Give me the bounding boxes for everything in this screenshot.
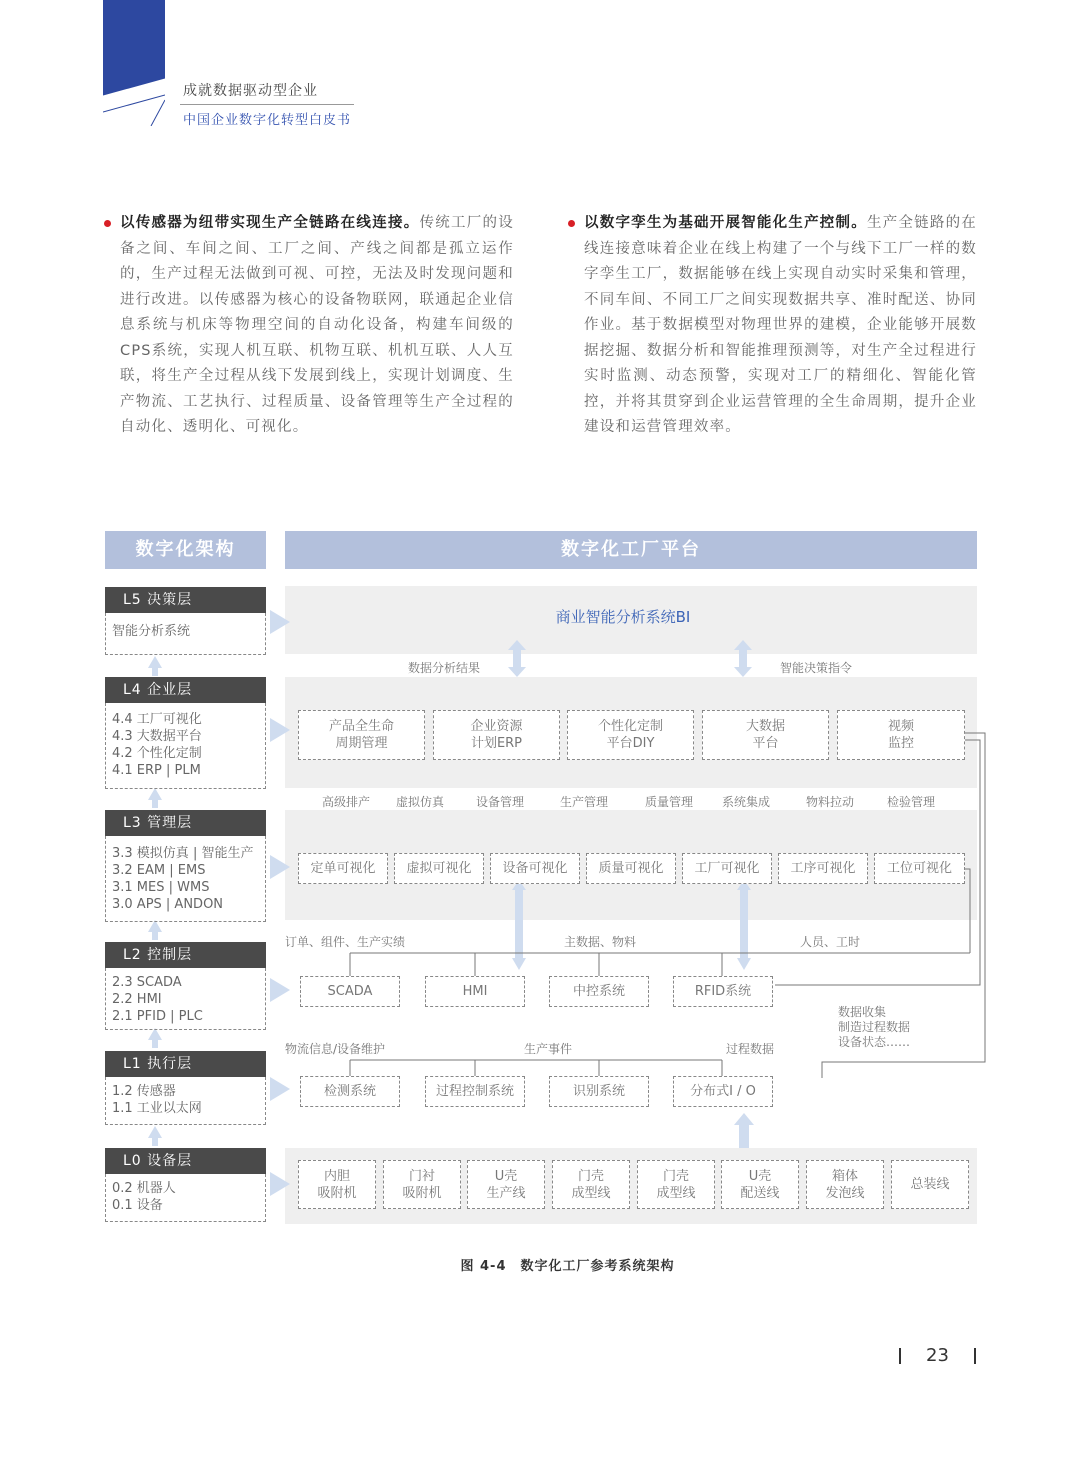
l2-label: 人员、工时 — [796, 933, 864, 950]
layer-l3 — [105, 810, 266, 922]
l3-box: 定单可视化 — [298, 853, 388, 884]
box-line: 平台DIY — [606, 736, 655, 751]
l2-box: HMI — [425, 976, 525, 1007]
l2-label: 订单、组件、生产实绩 — [285, 933, 409, 950]
l3-label: 检验管理 — [887, 795, 936, 809]
l3-label: 系统集成 — [722, 795, 771, 809]
l2-label: 主数据、物料 — [560, 933, 640, 950]
box-line: 配送线 — [740, 1185, 780, 1201]
l3-box: 虚拟可视化 — [394, 853, 484, 884]
l2-box: RFID系统 — [673, 976, 773, 1007]
l3-box: 设备可视化 — [490, 853, 580, 884]
layer-l3-head: L3 管理层 — [105, 810, 266, 836]
l1-box: 检测系统 — [300, 1076, 400, 1107]
layer-l0-body — [105, 1174, 266, 1222]
l0-box — [383, 1160, 461, 1209]
label-decision-command: 智能决策指令 — [780, 661, 853, 675]
l0-box — [721, 1160, 799, 1209]
layer-l1-body — [105, 1077, 266, 1125]
box-line: 成型线 — [571, 1185, 611, 1201]
layer-l2-body — [105, 968, 266, 1030]
l3-box: 工位可视化 — [874, 853, 965, 884]
box-line: 个性化定制 — [597, 719, 663, 734]
box-line: 门壳 — [577, 1168, 604, 1184]
l3-box: 工厂可视化 — [682, 853, 772, 884]
layer-item: 2.1 PFID | PLC — [112, 1009, 203, 1024]
left-paragraph-lead: 以传感器为纽带实现生产全链路在线连接。 — [120, 215, 420, 231]
layer-l5-head: L5 决策层 — [105, 587, 266, 613]
box-line: 产品全生命 — [328, 719, 394, 734]
l2-box: 中控系统 — [549, 976, 649, 1007]
l4-box-erp — [433, 710, 560, 760]
l3-label: 设备管理 — [476, 795, 525, 809]
l1-box: 过程控制系统 — [425, 1076, 525, 1107]
layer-item: 3.1 MES | WMS — [112, 880, 210, 895]
l1-label: 物流信息/设备维护 — [285, 1040, 389, 1057]
l3-box: 质量可视化 — [586, 853, 676, 884]
l3-label: 质量管理 — [645, 795, 694, 809]
side-note-line: 数据收集 — [838, 1005, 887, 1019]
layer-item: 4.2 个性化定制 — [112, 746, 202, 761]
layer-item: 2.2 HMI — [112, 992, 162, 1007]
layer-item: 1.1 工业以太网 — [112, 1101, 202, 1116]
box-line: 总装线 — [910, 1177, 950, 1192]
side-note-line: 设备状态…… — [838, 1035, 911, 1049]
layer-l3-body — [105, 836, 266, 922]
l4-box-diy — [567, 710, 694, 760]
l0-box — [891, 1160, 969, 1209]
l3-box: 工序可视化 — [778, 853, 868, 884]
layer-l2-head: L2 控制层 — [105, 942, 266, 968]
page-number-bar-left — [899, 1348, 901, 1364]
box-line: 成型线 — [656, 1185, 696, 1201]
bi-system-label: 商业智能分析系统BI — [555, 608, 691, 626]
layer-l0-head: L0 设备层 — [105, 1148, 266, 1174]
l3-label: 高级排产 — [322, 795, 371, 809]
layer-item: 3.0 APS | ANDON — [112, 897, 224, 912]
l0-box — [637, 1160, 715, 1209]
box-line: 内胆 — [323, 1168, 350, 1184]
box-line: 吸附机 — [317, 1185, 357, 1201]
box-line: U壳 — [748, 1168, 772, 1184]
l0-box — [806, 1160, 884, 1209]
layer-l4-head: L4 企业层 — [105, 677, 266, 703]
side-note — [838, 1005, 910, 1050]
l3-label: 虚拟仿真 — [396, 795, 445, 809]
page-number-bar-right — [974, 1348, 976, 1364]
box-line: 计划ERP — [470, 736, 523, 751]
left-paragraph-body: 传统工厂的设备之间、车间之间、工厂之间、产线之间都是孤立运作的，生产过程无法做到可视、可控，无法及时发现问题和进行改进。以传感器为核心的设备物联网，联通起企业信息系统与机床等物理空间的自动化设备，构建车间级的CPS系统，实现人机互联、机物互联、机机互联、人人互联，将生产全过程从线下发展到线上，实现计划调度、生产物流、工艺执行、过程质量、设备管理等生产全过程的自动化、透明化、可视化。 — [120, 215, 514, 435]
box-line: 门衬 — [408, 1168, 435, 1184]
box-line: U壳 — [494, 1168, 518, 1184]
layer-l1-head: L1 执行层 — [105, 1051, 266, 1077]
l4-box-bigdata — [702, 710, 829, 760]
box-line: 大数据 — [745, 719, 785, 734]
l1-label: 过程数据 — [722, 1040, 778, 1057]
layer-item: 4.3 大数据平台 — [112, 729, 202, 744]
layer-item: 1.2 传感器 — [112, 1084, 176, 1099]
layer-l2 — [105, 942, 266, 1030]
layer-item: 4.1 ERP | PLM — [112, 763, 201, 778]
l0-box — [552, 1160, 630, 1209]
layer-item: 4.4 工厂可视化 — [112, 712, 202, 727]
box-line: 吸附机 — [402, 1185, 442, 1201]
l1-box: 分布式I / O — [673, 1076, 773, 1107]
box-line: 门壳 — [662, 1168, 689, 1184]
layer-item: 2.3 SCADA — [112, 975, 182, 990]
layer-l5-body — [105, 613, 266, 655]
header-title: 成就数据驱动型企业 — [183, 83, 318, 99]
right-paragraph-body: 生产全链路的在线连接意味着企业在线上构建了一个与线下工厂一样的数字孪生工厂，数据能够在线上实现自动实时采集和管理，不同车间、不同工厂之间实现数据共享、准时配送、协同作业。基于数据模型对物理世界的建模，企业能够开展数据挖掘、数据分析和智能推理预测等，对生产全过程进行实时监测、动态预警，实现对工厂的精细化、智能化管控，并将其贯穿到企业运营管理的全生命周期，提升企业建设和运营管理效率。 — [584, 215, 977, 435]
layer-item: 0.1 设备 — [112, 1198, 163, 1213]
layer-l4-body — [105, 703, 266, 789]
l4-box-plm — [298, 710, 425, 760]
layer-item: 0.2 机器人 — [112, 1181, 176, 1196]
right-paragraph-lead: 以数字孪生为基础开展智能化生产控制。 — [584, 215, 867, 231]
side-note-line: 制造过程数据 — [838, 1020, 911, 1034]
label-analysis-result: 数据分析结果 — [408, 661, 481, 675]
box-line: 企业资源 — [470, 719, 523, 734]
l0-box — [298, 1160, 376, 1209]
l4-box-video — [837, 710, 965, 760]
layer-l4 — [105, 677, 266, 789]
l0-box — [467, 1160, 545, 1209]
layer-l5 — [105, 587, 266, 655]
arch-title: 数字化架构 — [105, 531, 266, 569]
page-number: 23 — [926, 1345, 949, 1366]
box-line: 生产线 — [486, 1185, 526, 1201]
layer-item: 3.2 EAM | EMS — [112, 863, 206, 878]
box-line: 发泡线 — [825, 1185, 865, 1201]
layer-item: 3.3 模拟仿真 | 智能生产 — [112, 846, 254, 861]
l3-label: 生产管理 — [560, 795, 609, 809]
box-line: 箱体 — [831, 1168, 858, 1184]
l2-box: SCADA — [300, 976, 400, 1007]
l3-label: 物料拉动 — [806, 795, 855, 809]
box-line: 监控 — [887, 736, 914, 751]
header-subtitle: 中国企业数字化转型白皮书 — [183, 113, 352, 128]
l1-box: 识别系统 — [549, 1076, 649, 1107]
layer-l0 — [105, 1148, 266, 1222]
box-line: 周期管理 — [335, 736, 388, 751]
layer-item: 智能分析系统 — [112, 624, 191, 639]
l1-label: 生产事件 — [520, 1040, 576, 1057]
box-line: 平台 — [752, 736, 779, 751]
figure-caption: 图 4-4 数字化工厂参考系统架构 — [460, 1259, 675, 1274]
layer-l1 — [105, 1051, 266, 1125]
box-line: 视频 — [887, 719, 914, 734]
platform-title: 数字化工厂平台 — [285, 531, 977, 569]
